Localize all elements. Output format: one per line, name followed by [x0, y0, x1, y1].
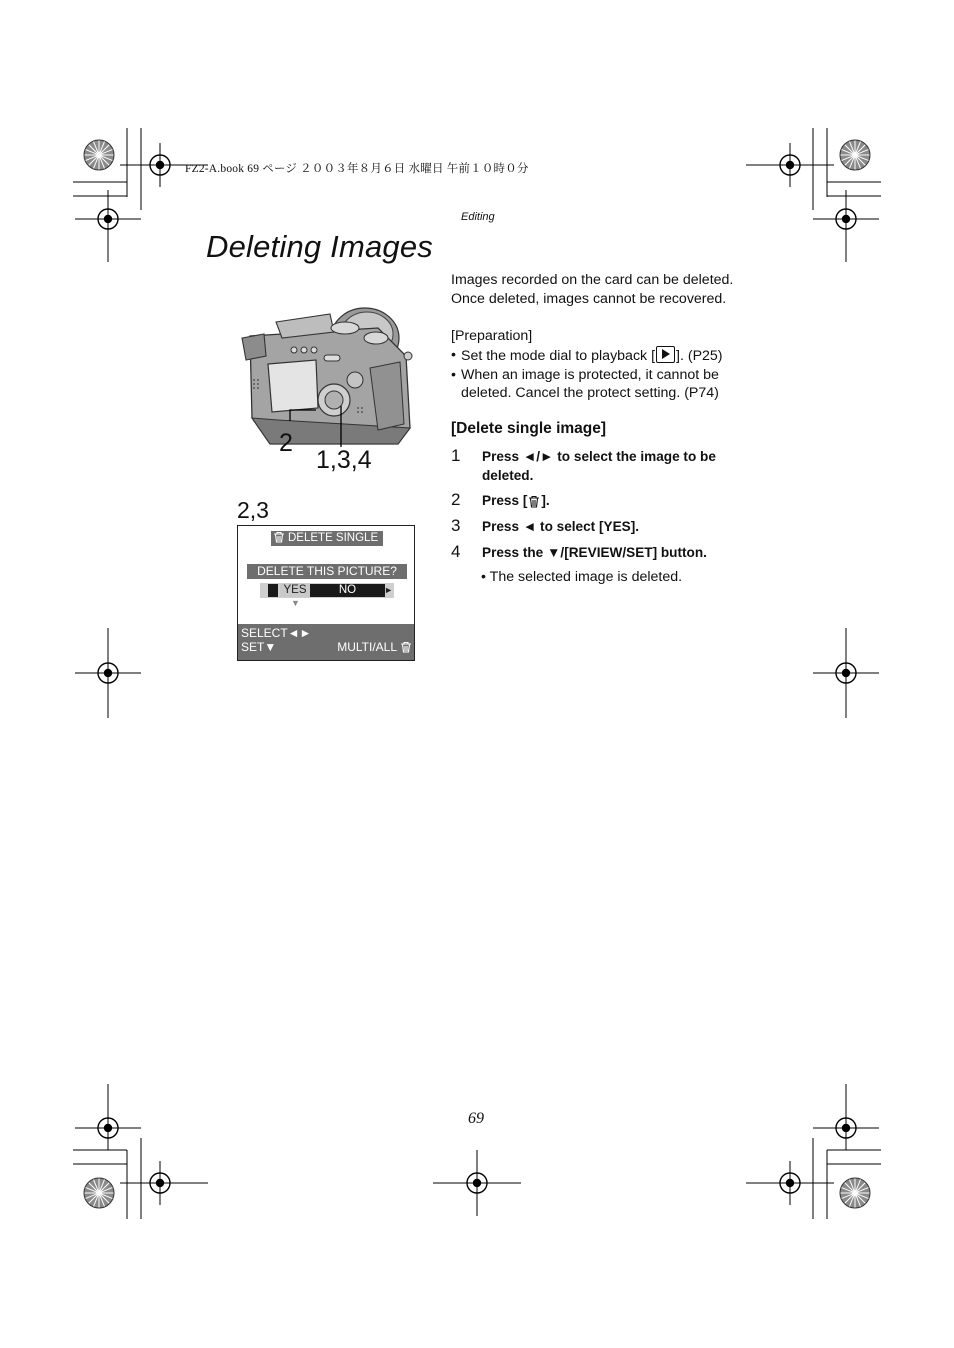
button-c [311, 347, 317, 353]
button-a [291, 347, 297, 353]
bullet-2-line-1: • When an image is protected, it cannot be [461, 366, 719, 383]
trash-icon [273, 531, 285, 543]
page-title: Deleting Images [206, 229, 434, 264]
footer-select: SELECT◄► [241, 626, 312, 640]
step-2-pre: Press [ [482, 493, 528, 508]
lcd-footer [238, 624, 414, 660]
step-1-line-1: Press ◄/► to select the image to be [482, 449, 716, 464]
print-meta-line: FZ2-A.book 69 ページ ２００３年８月６日 水曜日 午前１０時０分 [185, 163, 529, 175]
lcd-header-text: DELETE SINGLE [288, 532, 379, 544]
preparation-label: [Preparation] [451, 328, 533, 344]
callout-134: 1,3,4 [316, 446, 372, 474]
section-label: Editing [461, 211, 495, 223]
lcd-header [271, 531, 383, 546]
intro-text [451, 271, 733, 308]
bullet-1-pre: Set the mode dial to playback [ [461, 348, 656, 364]
result-note: • The selected image is deleted. [481, 569, 683, 585]
lcd-figure-label: 2,3 [237, 497, 269, 523]
option-no[interactable]: NO [310, 584, 385, 597]
step-3-number: 3 [451, 516, 461, 535]
switch [324, 355, 340, 361]
footer-multi-text: MULTI/ALL [337, 640, 397, 654]
footer-set: SET▼ [241, 640, 277, 654]
down-arrow-icon: ▼ [291, 598, 300, 608]
side-button [347, 372, 363, 388]
intro-line-1: Images recorded on the card can be deleted. [451, 272, 734, 288]
intro-line-2: Once deleted, images cannot be recovered. [451, 290, 727, 307]
preparation-list [451, 346, 723, 403]
option-left-block [268, 584, 278, 597]
bullet-2-line-2: deleted. Cancel the protect setting. (P74) [461, 385, 719, 402]
review-set-button [325, 391, 343, 409]
trash-icon [400, 641, 412, 653]
step-2-number: 2 [451, 490, 461, 509]
step-3-text: Press ◄ to select [YES]. [482, 519, 640, 534]
mode-dial [364, 332, 388, 344]
right-arrow-icon: ► [384, 585, 393, 595]
strap-eyelet [404, 352, 412, 360]
step-1-text [482, 447, 752, 485]
step-4-number: 4 [451, 542, 461, 561]
page-number: 69 [468, 1110, 484, 1127]
step-2-post: ]. [541, 493, 550, 508]
button-b [301, 347, 307, 353]
camera-lcd [268, 360, 318, 412]
bullet-1-post: ]. (P25) [676, 348, 723, 364]
playback-icon [656, 346, 675, 363]
option-yes[interactable]: YES [280, 584, 310, 597]
preparation-bullet-1 [451, 346, 723, 366]
viewfinder [242, 334, 266, 360]
preparation-bullet-2 [451, 366, 723, 403]
lcd-options [260, 583, 394, 598]
zoom-dial [331, 322, 359, 334]
step-1-line-2: deleted. [482, 468, 534, 483]
callout-2: 2 [279, 429, 293, 457]
lcd-question: DELETE THIS PICTURE? [247, 564, 407, 579]
footer-multi-all [337, 640, 412, 654]
step-2-text [482, 491, 752, 510]
step-1-number: 1 [451, 446, 461, 465]
step-4-text: Press the ▼/[REVIEW/SET] button. [482, 545, 707, 560]
trash-icon [528, 495, 540, 508]
delete-single-heading: [Delete single image] [451, 420, 607, 437]
lcd-screen [237, 525, 415, 661]
